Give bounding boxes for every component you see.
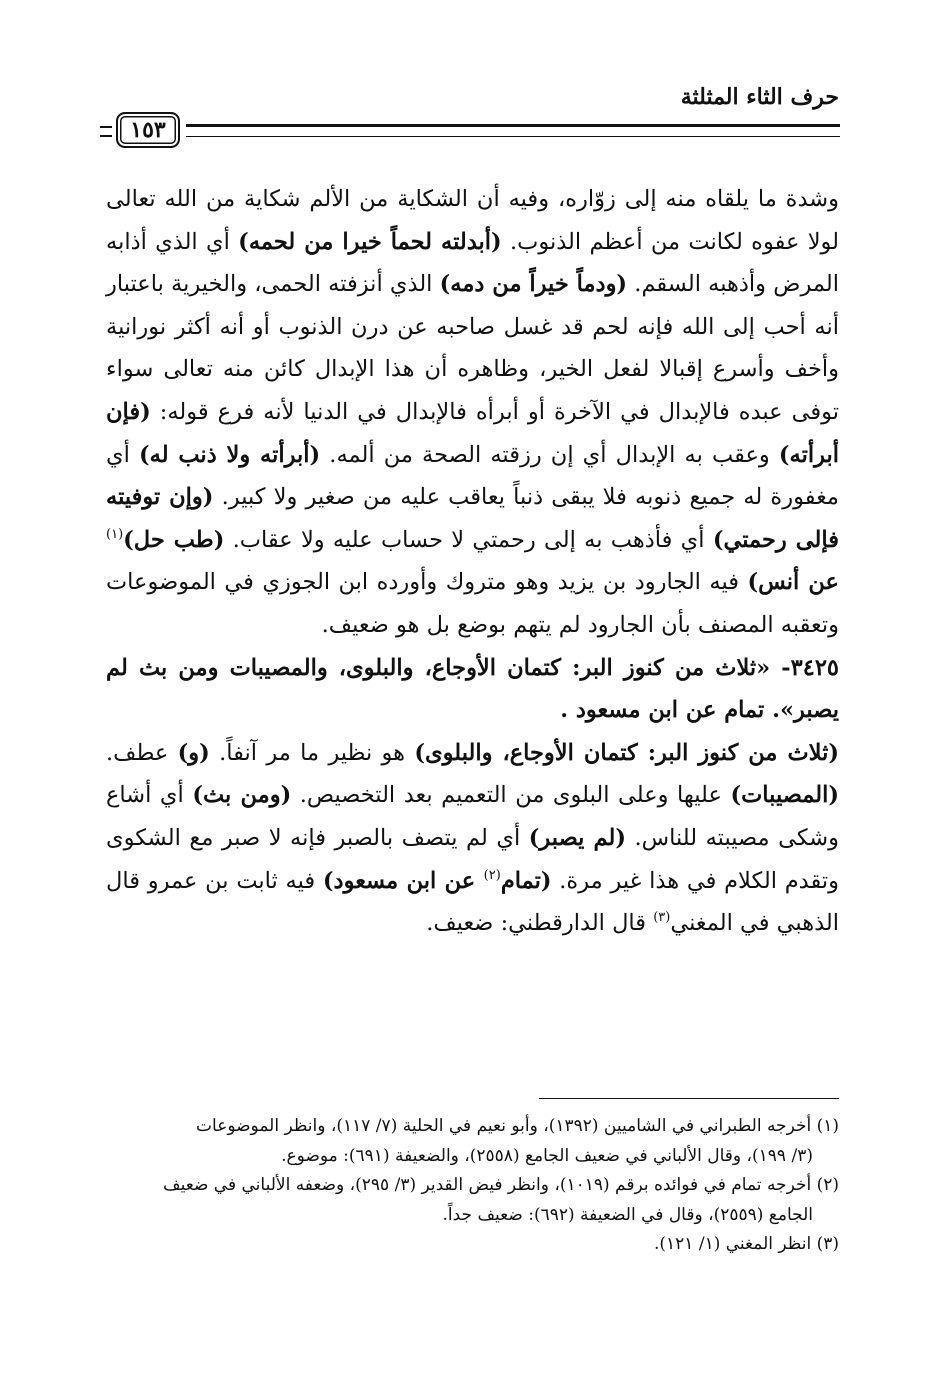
text-run: عطف. [106,739,178,766]
quoted-phrase: عن أنس) [747,569,839,596]
text-run: أي لم يتصف بالصبر فإنه لا صبر مع الشكوى وتقدم الكلام في هذا غير مرة. [106,824,839,894]
footnote-separator [539,1098,839,1099]
text-run: قال الدارقطني: ضعيف. [426,910,654,937]
text-run: وشدة ما يلقاه منه إلى زوّاره، وفيه أن الشكاية من الألم شكاية من الله تعالى لولا عفوه لكانت من أعظم الذنوب. [106,186,839,255]
commentary-paragraph-1 [106,178,839,647]
text-run: فيه الجارود بن يزيد وهو متروك وأورده ابن الجوزي في الموضوعات وتعقبه المصنف بأن الجارود لم يتهم بوضع بل هو ضعيف. [106,569,839,638]
text-run: أي الذي أذابه المرض وأذهبه السقم. [106,228,839,298]
text-run: الذي أنزفته الحمى، والخيرية باعتبار أنه أحب إلى الله فإنه لحم قد غسل صاحبه عن درن الذنوب أو أنه أكثر نورانية وأخف وأسرع إقبالا لفعل الخير، وظاهره أن هذا الإبدال كائن منه تعالى سواء توفى عبده فالإبدال في الآخرة أو أبرأه فالإبدال في الدنيا لأنه فرع قوله: [106,271,839,425]
quoted-phrase: (تمام [500,867,552,894]
quoted-phrase: (ثلاث من كنوز البر: كتمان الأوجاع، والبلوى) [414,739,839,766]
footnote-marker[interactable]: (٢) [483,867,501,883]
page-number: ١٥٣ [116,112,180,148]
header-rule [186,124,840,137]
text-run: فيه ثابت بن عمرو قال الذهبي في المغني [106,867,839,937]
quoted-phrase: (أبرأته ولا ذنب له) [138,441,321,468]
header-rule-tail [100,126,112,137]
quoted-phrase: (ومن بث) [192,782,292,809]
footnote-1-continuation: (٣/ ١٩٩)، وقال الألباني في ضعيف الجامع (٢٥٥٨)، والضعيفة (٦٩١): موضوع. [281,1145,813,1166]
text-run: أي مغفورة له جميع ذنوبه فلا يبقى ذنباً يعاقب عليه من صغير ولا كبير. [106,441,839,511]
quoted-phrase: عن ابن مسعود) [322,867,484,894]
commentary-paragraph-2 [106,732,839,945]
text-run: وعقب به الإبدال أي إن رزقته الصحة من ألمه. [320,441,779,468]
quoted-phrase: (طب حل) [123,526,225,553]
quoted-phrase: (و) [177,739,210,766]
quoted-phrase: (وإن توفيته فإلى رحمتي) [106,484,839,553]
quoted-phrase: (المصيبات) [730,782,840,809]
footnotes [106,1112,839,1260]
quoted-phrase: (ودماً خيراً من دمه) [439,271,628,298]
text-run: هو نظير ما مر آنفاً. [209,739,415,766]
quoted-phrase: (لم يصبر) [528,824,627,851]
hadith-entry: ٣٤٢٥- «ثلاث من كنوز البر: كتمان الأوجاع، والبلوى، والمصيبات ومن بث لم يصبر». تمام عن ابن مسعود . [106,654,839,724]
text-run: أي أشاع وشكى مصيبته للناس. [106,782,839,851]
running-title: حرف الثاء المثلثة [680,84,839,110]
quoted-phrase: (فإن أبرأته) [106,398,840,468]
text-run: عليها وعلى البلوى من التعميم بعد التخصيص. [291,782,731,809]
quoted-phrase: (أبدلته لحماً خيرا من لحمه) [238,228,502,255]
footnote-2: (٢) أخرجه تمام في فوائده برقم (١٠١٩)، وانظر فيض القدير (٣/ ٢٩٥)، وضعفه الألباني في ضعيف [163,1175,839,1195]
footnote-3: (٣) انظر المغني (١/ ١٢١). [653,1234,839,1254]
footnote-2-continuation: الجامع (٢٥٥٩)، وقال في الضعيفة (٦٩٢): ضعيف جداً. [442,1204,813,1225]
footnote-marker[interactable]: (١) [106,526,124,542]
footnote-marker[interactable]: (٣) [653,910,671,926]
footnote-1: (١) أخرجه الطبراني في الشاميين (١٣٩٢)، وأبو نعيم في الحلية (٧/ ١١٧)، وانظر الموضوعات [196,1116,839,1136]
main-text [106,178,839,945]
text-run: أي فأذهب به إلى رحمتي لا حساب عليه ولا عقاب. [224,526,713,553]
